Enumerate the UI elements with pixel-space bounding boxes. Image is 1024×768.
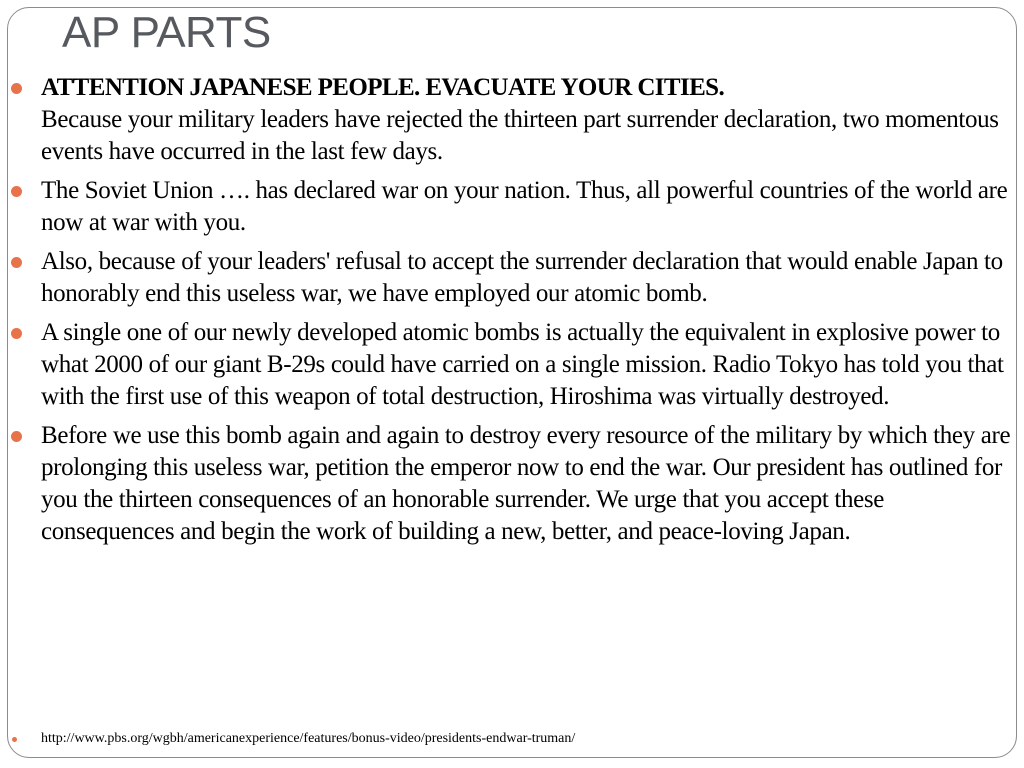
slide-title: AP PARTS <box>62 8 271 57</box>
source-url-link[interactable]: http://www.pbs.org/wgbh/americanexperience/features/bonus-video/presidents-endwar-truman/ <box>41 731 576 746</box>
bullet-dot-icon <box>12 737 17 742</box>
bullet-list <box>0 72 1012 555</box>
bullet-dot-icon <box>11 83 22 94</box>
bullet-text: Also, because of your leaders' refusal to accept the surrender declaration that would enable Japan to honorably end this useless war, we have employed our atomic bomb. <box>41 248 1003 307</box>
bullet-item-3 <box>0 246 1012 310</box>
bullet-text: The Soviet Union …. has declared war on your nation. Thus, all powerful countries of the world are now at war with you. <box>41 177 1008 236</box>
bullet-dot-icon <box>11 431 22 442</box>
bullet-lead-heading: ATTENTION JAPANESE PEOPLE. EVACUATE YOUR CITIES. <box>41 74 725 101</box>
bullet-text: Before we use this bomb again and again to destroy every resource of the military by which they are prolonging this useless war, petition the emperor now to end the war. Our president has outlined for you the thirteen consequences of an honorable surrender. We urge that you accept these consequences and begin the work of building a new, better, and peace-loving Japan. <box>41 422 1011 545</box>
bullet-dot-icon <box>11 328 22 339</box>
source-citation <box>0 729 1012 749</box>
bullet-dot-icon <box>11 186 22 197</box>
bullet-dot-icon <box>11 257 22 268</box>
bullet-item-2 <box>0 175 1012 239</box>
bullet-item-1 <box>0 72 1012 168</box>
bullet-item-5 <box>0 420 1012 548</box>
bullet-text: Because your military leaders have rejected the thirteen part surrender declaration, two momentous events have occurred in the last few days. <box>41 106 999 165</box>
bullet-text: A single one of our newly developed atomic bombs is actually the equivalent in explosive power to what 2000 of our giant B-29s could have carried on a single mission. Radio Tokyo has told you that with the first use of this weapon of total destruction, Hiroshima was virtually destroyed. <box>41 319 1004 410</box>
bullet-item-4 <box>0 317 1012 413</box>
